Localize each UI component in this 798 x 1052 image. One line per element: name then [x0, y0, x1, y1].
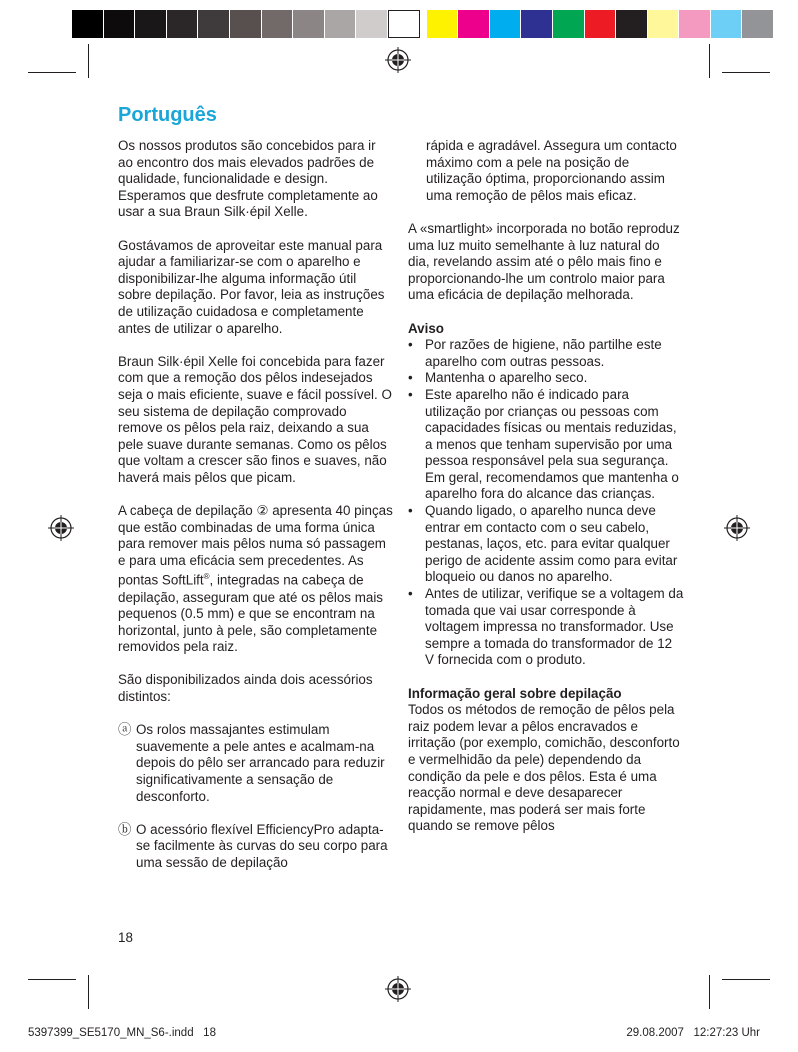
- warning-heading: Aviso: [408, 320, 444, 336]
- process-swatch: [742, 10, 774, 38]
- page-number: 18: [118, 930, 133, 945]
- list-item: • Quando ligado, o aparelho nunca deve entrar em contacto com o seu cabelo, pestanas, laços, etc. para evitar qualquer perigo de acidente assim como para evitar bloqueio ou danos no aparelho.: [408, 503, 684, 586]
- gray-swatch: [230, 10, 262, 38]
- general-info-heading: Informação geral sobre depilação: [408, 685, 622, 701]
- paragraph-text: apresenta 40 pinças que estão combinadas de uma forma única para remover mais pêlos numa só passagem e para uma eficácia sem precedentes. As pontas SoftLift: [118, 503, 393, 588]
- crop-mark: [88, 975, 89, 1009]
- registration-mark-icon: [724, 515, 750, 541]
- registered-mark: ®: [203, 572, 210, 582]
- right-column: [408, 138, 684, 852]
- gray-swatch: [262, 10, 294, 38]
- process-swatch: [490, 10, 522, 38]
- process-swatch: [679, 10, 711, 38]
- process-swatch: [585, 10, 617, 38]
- crop-mark: [709, 975, 710, 1009]
- gray-swatch: [135, 10, 167, 38]
- gray-swatch: [167, 10, 199, 38]
- paragraph-text: , integradas na cabeça de depilação, asseguram que até os pêlos mais pequenos (0.5 mm) e que se encontram na horizontal, junto à pele, são completamente removidos pela raiz.: [118, 572, 383, 655]
- intro-paragraph: Os nossos produtos são concebidos para ir ao encontro dos mais elevados padrões de qualidade, funcionalidade e design. Esperamos que desfrute completamente ao usar a sua Braun Silk·épil Xelle.: [118, 138, 378, 220]
- paragraph-text: A cabeça de depilação: [118, 503, 257, 519]
- gray-swatch: [356, 10, 388, 38]
- list-item: • Mantenha o aparelho seco.: [408, 370, 684, 387]
- color-calibration-bar: [72, 10, 774, 38]
- process-swatch: [521, 10, 553, 38]
- gray-swatch: [293, 10, 325, 38]
- accessory-b-text: O acessório flexível EfficiencyPro adapta-se facilmente às curvas do seu corpo para uma sessão de depilação: [136, 821, 388, 870]
- crop-mark: [722, 979, 770, 980]
- accessory-b-item: [118, 822, 393, 872]
- gray-swatch: [198, 10, 230, 38]
- crop-mark: [28, 979, 76, 980]
- accessory-b-marker: ⓑ: [118, 821, 132, 837]
- gray-swatch: [72, 10, 104, 38]
- process-swatch: [616, 10, 648, 38]
- manual-purpose-paragraph: Gostávamos de aproveitar este manual para ajudar a familiarizar-se com o aparelho e disponibilizar-lhe alguma informação útil sobre depilação. Por favor, leia as instruções de utilização cuidadosa e completamente antes de utilizar o aparelho.: [118, 237, 385, 336]
- general-info-paragraph: Todos os métodos de remoção de pêlos pela raiz podem levar a pêlos encravados e irritação (por exemplo, comichão, desconforto e vermelhidão da pele) dependendo da condição da pele e dos pêlos. Esta é uma reacção normal e deve desaparecer rapidamente, mas poderá ser mais forte quando se remove pêlos: [408, 702, 680, 834]
- list-item: • Este aparelho não é indicado para utilização por crianças ou pessoas com capacidades físicas ou mentais reduzidas, a menos que tenham supervisão por uma pessoa responsável pela sua segurança. Em geral, recomendamos que mantenha o aparelho fora do alcance das crianças.: [408, 387, 684, 503]
- list-item: • Por razões de higiene, não partilhe este aparelho com outras pessoas.: [408, 337, 684, 370]
- epilation-head-paragraph: [118, 503, 393, 656]
- accessory-a-marker: ⓐ: [118, 722, 132, 738]
- page-title: Português: [118, 104, 217, 126]
- print-slug-datetime: 29.08.2007 12:27:23 Uhr: [626, 1027, 760, 1039]
- crop-mark: [88, 44, 89, 78]
- crop-mark: [28, 72, 76, 73]
- process-swatch: [711, 10, 743, 38]
- product-description-paragraph: Braun Silk·épil Xelle foi concebida para fazer com que a remoção dos pêlos indesejados seja o mais eficiente, suave e fácil possível. O seu sistema de depilação comprovado remove os pêlos pela raiz, deixando a sua pele suave durante semanas. Como os pêlos que voltam a crescer são finos e suaves, não haverá mais pêlos que picam.: [118, 353, 392, 485]
- list-item: • Antes de utilizar, verifique se a voltagem da tomada que vai usar corresponde à voltagem impressa no transformador. Use sempre a tomada do transformador de 12 V fornecida com o produto.: [408, 586, 684, 669]
- accessory-a-text: Os rolos massajantes estimulam suavemente a pele antes e acalmam-na depois do pêlo ser arrancado para reduzir significativamente a sensação de desconforto.: [136, 722, 385, 804]
- figure-reference-marker: ②: [256, 503, 269, 519]
- accessories-intro-paragraph: São disponibilizados ainda dois acessórios distintos:: [118, 672, 373, 705]
- gray-swatch: [325, 10, 357, 38]
- print-slug-filename: 5397399_SE5170_MN_S6-.indd 18: [28, 1027, 216, 1039]
- smartlight-paragraph: A «smartlight» incorporada no botão reproduz uma luz muito semelhante à luz natural do dia, revelando assim até o pêlo mais fino e proporcionando-lhe um controlo maior para uma eficácia de depilação melhorada.: [408, 220, 680, 303]
- process-swatch: [553, 10, 585, 38]
- registration-mark-icon: [385, 976, 411, 1002]
- continued-paragraph: rápida e agradável. Assegura um contacto máximo com a pele na posição de utilização óptima, proporcionando assim uma remoção de pêlos mais eficaz.: [426, 138, 677, 203]
- accessory-a-item: [118, 722, 393, 805]
- process-swatch: [648, 10, 680, 38]
- process-swatch: [458, 10, 490, 38]
- warning-list: [408, 337, 684, 669]
- crop-mark: [709, 44, 710, 78]
- crop-mark: [722, 72, 770, 73]
- registration-mark-icon: [48, 515, 74, 541]
- registration-mark-icon: [385, 47, 411, 73]
- left-column: [118, 138, 393, 872]
- process-swatch: [427, 10, 459, 38]
- gray-swatch: [104, 10, 136, 38]
- gray-swatch: [388, 10, 420, 38]
